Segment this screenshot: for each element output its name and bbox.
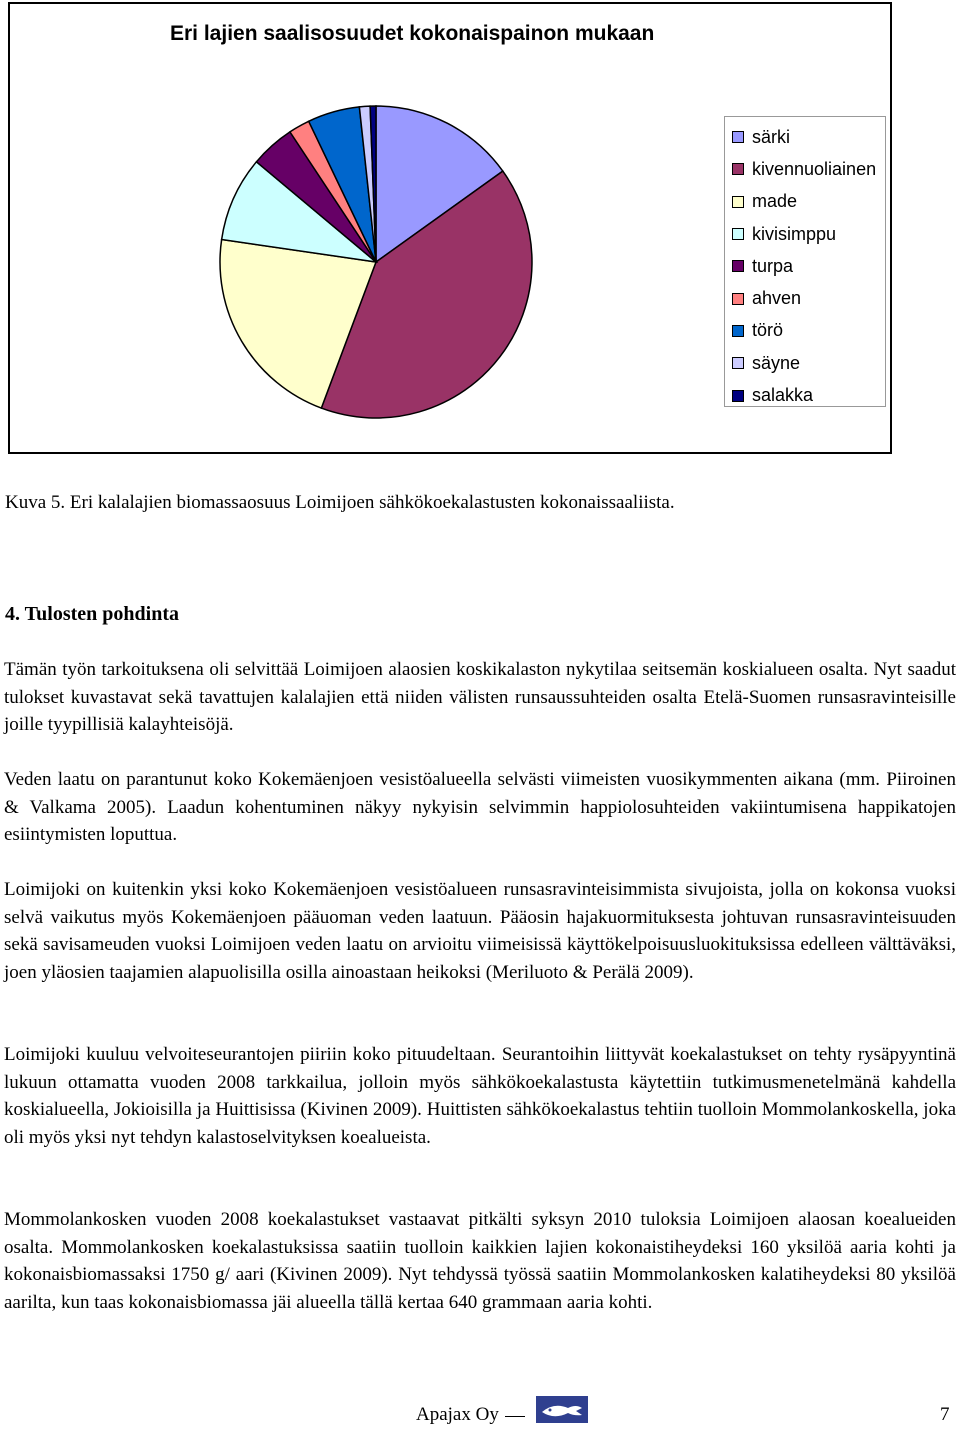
- legend-item: [725, 379, 885, 411]
- chart-legend: [724, 116, 886, 407]
- section-number: 4.: [5, 603, 20, 625]
- legend-label: turpa: [752, 255, 794, 276]
- legend-label: säyne: [752, 352, 801, 373]
- legend-item: [725, 153, 885, 185]
- figure-caption: Kuva 5. Eri kalalajien biomassaosuus Loimijoen sähkökoekalastusten kokonaissaaliista.: [5, 492, 675, 513]
- legend-swatch: [732, 260, 744, 272]
- legend-label: kivisimppu: [752, 223, 837, 244]
- legend-item: [725, 186, 885, 218]
- legend-swatch: [732, 163, 744, 175]
- paragraph-1: Tämän työn tarkoituksena oli selvittää Loimijoen alaosien koskikalaston nykytilaa seitsemän koskialueen osalta. Nyt saadut tulokset kuvastavat sekä tavattujen kalalajien että niiden välisten runsaussuhteiden osalta Etelä-Suomen runsasravinteisille joille tyypillisiä kalayhteisöjä.: [4, 659, 956, 735]
- section-title: Tulosten pohdinta: [24, 603, 179, 625]
- fish-logo-icon: [536, 1396, 588, 1423]
- paragraph-3: Loimijoki on kuitenkin yksi koko Kokemäenjoen vesistöalueen runsasravinteisimmista sivujoista, jolla on kokonsa vuoksi selvä vaikutus myös Kokemäenjoen pääuoman veden laatuun. Pääosin hajakuormituksesta johtuvan runsasravinteisuuden sekä savisameuden vuoksi Loimijoen veden laatu on arvioitu viimeisissä käyttökelpoisuusluokituksissa edelleen välttäväksi, joen yläosien taajamien alapuolisilla osilla ainoastaan heikoksi (Meriluoto & Perälä 2009).: [4, 879, 956, 983]
- legend-item: [725, 315, 885, 347]
- paragraph-4: Loimijoki kuuluu velvoiteseurantojen piiriin koko pituudeltaan. Seurantoihin liittyvät koekalastukset on tehty rysäpyyntinä lukuun ottamatta vuoden 2008 tarkkailua, jolloin myös sähkökoekalastusta käytettiin tutkimusmenetelmänä kahdella koskialueella, Jokioisilla ja Huittisissa (Kivinen 2009). Huittisten sähkökoekalastus tehtiin tuolloin Mommolankoskella, joka oli myös yksi nyt tehdyn kalastoselvityksen koealueista.: [4, 1044, 956, 1148]
- pie-chart: [10, 4, 710, 452]
- legend-swatch: [732, 228, 744, 240]
- paragraph-2: Veden laatu on parantunut koko Kokemäenjoen vesistöalueella selvästi viimeisten vuosikymmenten aikana (mm. Piiroinen & Valkama 2005). Laadun kohentuminen näkyy nykyisin selvimmin happiolosuhteiden vakiintumisena happikatojen esiintymisten loputtua.: [4, 769, 956, 845]
- legend-swatch: [732, 131, 744, 143]
- page-number: 7: [940, 1404, 950, 1425]
- legend-swatch: [732, 357, 744, 369]
- legend-label: made: [752, 191, 798, 212]
- legend-swatch: [732, 390, 744, 402]
- footer-company: Apajax Oy: [416, 1404, 499, 1425]
- legend-item: [725, 121, 885, 153]
- legend-item: [725, 250, 885, 282]
- legend-swatch: [732, 293, 744, 305]
- legend-label: kivennuoliainen: [752, 158, 877, 179]
- legend-label: törö: [752, 320, 784, 341]
- company-logo: [536, 1396, 588, 1423]
- legend-swatch: [732, 325, 744, 337]
- legend-item: [725, 347, 885, 379]
- chart-title: Eri lajien saalisosuudet kokonaispainon mukaan: [170, 22, 655, 45]
- section-heading: [5, 603, 179, 626]
- legend-label: särki: [752, 126, 791, 147]
- legend-swatch: [732, 196, 744, 208]
- legend-label: salakka: [752, 385, 814, 406]
- chart-frame: [8, 2, 892, 454]
- footer-rule: [505, 1416, 525, 1417]
- legend-label: ahven: [752, 288, 802, 309]
- legend-item: [725, 282, 885, 314]
- paragraph-5: Mommolankosken vuoden 2008 koekalastukset vastaavat pitkälti syksyn 2010 tuloksia Loimijoen alaosan koealueiden osalta. Mommolankosken koekalastuksissa saatiin tuolloin kaikkien lajien kokonaistiheydeksi 160 yksilöä aaria kohti ja kokonaisbiomassaksi 1750 g/ aari (Kivinen 2009). Nyt tehdyssä työssä saatiin Mommolankosken kalatiheydeksi 80 yksilöä aarilta, kun taas kokonaisbiomassa jäi alueella tällä kertaa 640 grammaan aaria kohti.: [4, 1209, 956, 1313]
- legend-item: [725, 218, 885, 250]
